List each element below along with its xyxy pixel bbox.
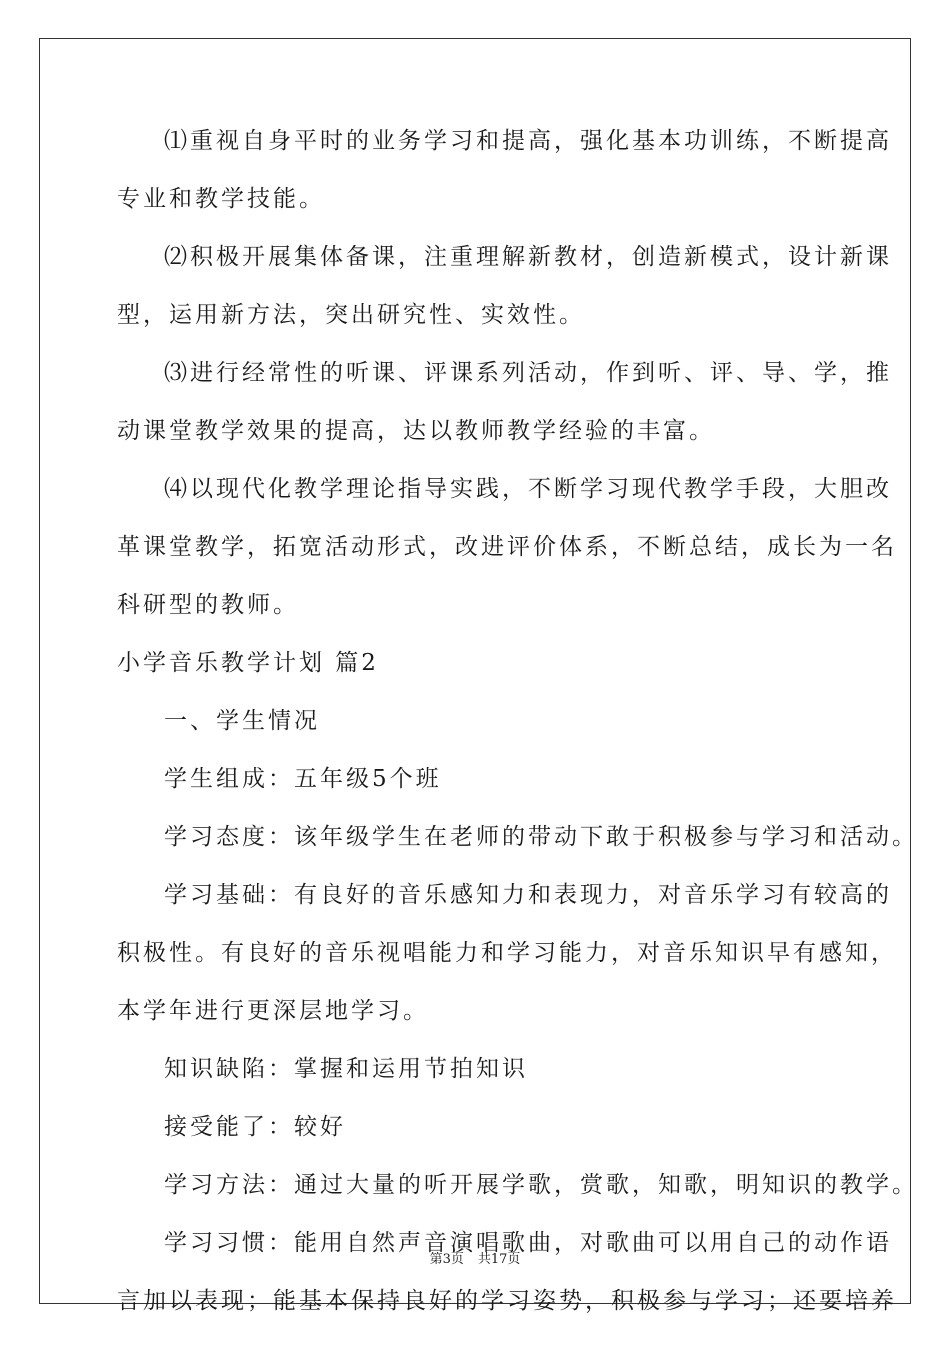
paragraph-line: 革课堂教学，拓宽活动形式，改进评价体系，不断总结，成长为一名: [117, 534, 897, 560]
paragraph-line: 言加以表现；能基本保持良好的学习姿势，积极参与学习；还要培养: [117, 1288, 897, 1314]
paragraph-line: 专业和教学技能。: [117, 186, 325, 212]
paragraph-line: 型，运用新方法，突出研究性、实效性。: [117, 302, 585, 328]
paragraph-line: 知识缺陷：掌握和运用节拍知识: [164, 1056, 528, 1082]
page-footer: [0, 1248, 950, 1267]
paragraph-line: ⑷以现代化教学理论指导实践，不断学习现代教学手段，大胆改: [164, 476, 892, 502]
subsection-heading: 一、学生情况: [164, 708, 320, 734]
paragraph-line: 接受能了：较好: [164, 1114, 346, 1140]
paragraph-line: 学生组成：五年级5个班: [164, 766, 442, 792]
paragraph-line: 学习态度：该年级学生在老师的带动下敢于积极参与学习和活动。: [164, 824, 918, 850]
section-heading: 小学音乐教学计划 篇2: [117, 650, 379, 676]
paragraph-line: 学习习惯：能用自然声音演唱歌曲，对歌曲可以用自己的动作语: [164, 1230, 892, 1256]
document-body: [117, 128, 918, 1346]
paragraph-line: ⑵积极开展集体备课，注重理解新教材，创造新模式，设计新课: [164, 244, 892, 270]
paragraph-line: 动课堂教学效果的提高，达以教师教学经验的丰富。: [117, 418, 715, 444]
page-total: 共17页: [477, 1252, 521, 1267]
paragraph-line: 科研型的教师。: [117, 592, 299, 618]
paragraph-line: 本学年进行更深层地学习。: [117, 998, 429, 1024]
paragraph-line: ⑴重视自身平时的业务学习和提高，强化基本功训练，不断提高: [164, 128, 892, 154]
paragraph-line: 学习方法：通过大量的听开展学歌，赏歌，知歌，明知识的教学。: [164, 1172, 918, 1198]
paragraph-line: ⑶进行经常性的听课、评课系列活动，作到听、评、导、学，推: [164, 360, 892, 386]
page-number: 第3页: [429, 1252, 464, 1267]
paragraph-line: 积极性。有良好的音乐视唱能力和学习能力，对音乐知识早有感知，: [117, 940, 897, 966]
paragraph-line: 学习基础：有良好的音乐感知力和表现力，对音乐学习有较高的: [164, 882, 892, 908]
